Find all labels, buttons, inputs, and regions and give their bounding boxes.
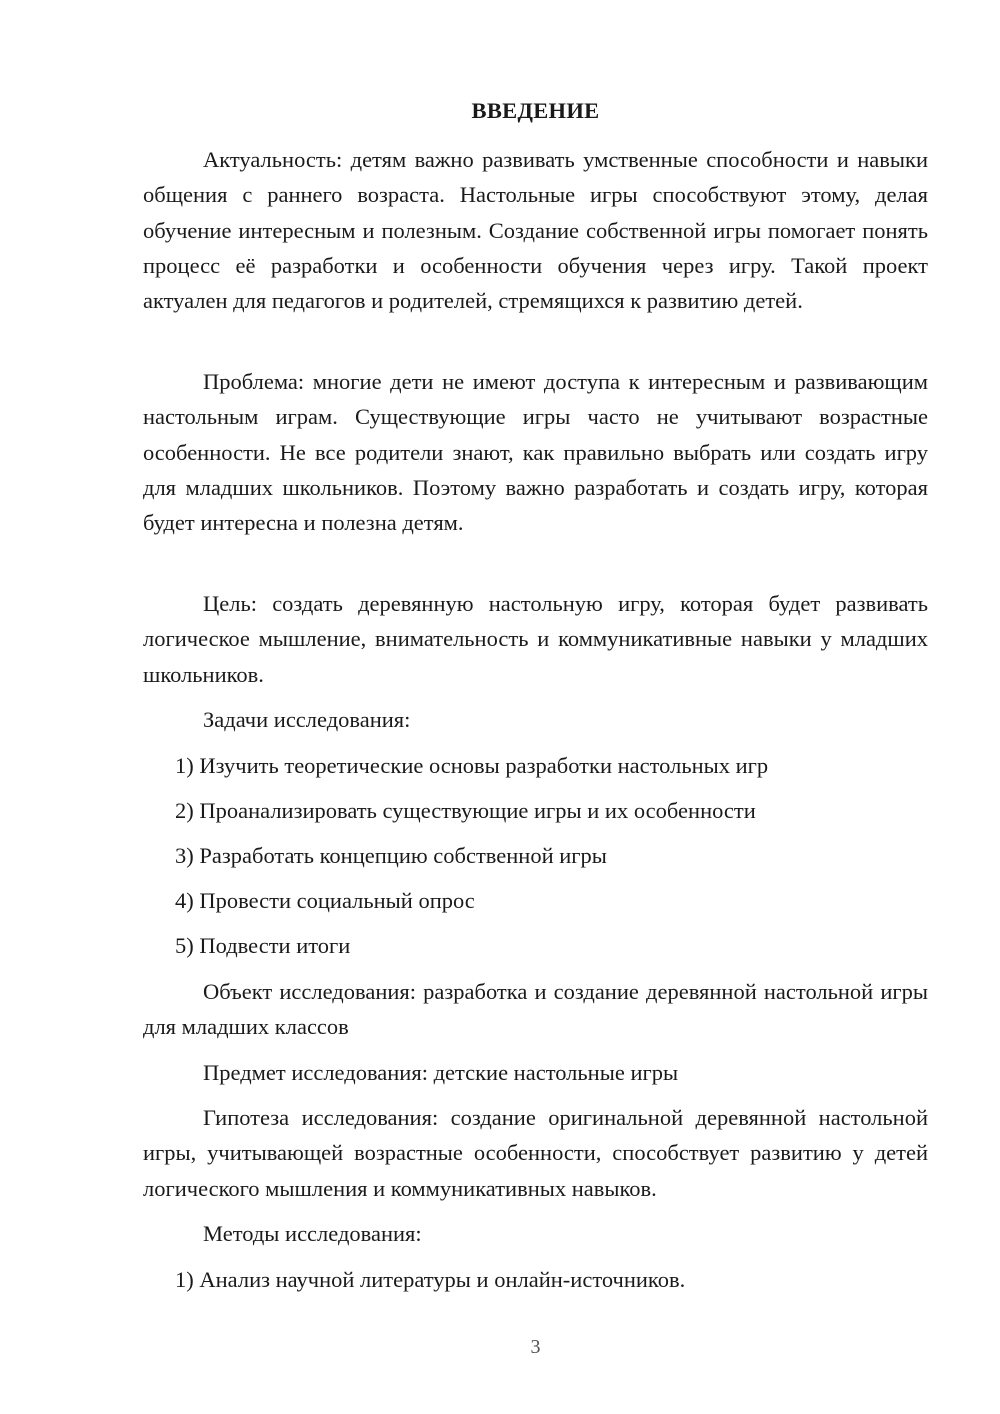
task-item: 3) Разработать концепцию собственной игры	[175, 843, 607, 868]
methods-heading: Методы исследования:	[203, 1221, 422, 1246]
task-item: 4) Провести социальный опрос	[175, 888, 475, 913]
hypothesis-paragraph: Гипотеза исследования: создание оригинальной деревянной настольной игры, учитывающей возрастные особенности, способствует развитию у детей логического мышления и коммуникативных навыков.	[143, 1105, 928, 1201]
page-number: 3	[530, 1336, 541, 1358]
object-paragraph: Объект исследования: разработка и создание деревянной настольной игры для младших классов	[143, 979, 928, 1040]
problem-paragraph: Проблема: многие дети не имеют доступа к интересным и развивающим настольным играм. Существующие игры часто не учитывают возрастные особенности. Не все родители знают, как правильно выбрать или создать игру для младших школьников. Поэтому важно разработать и создать игру, которая будет интересна и полезна детям.	[143, 369, 928, 536]
task-item: 1) Изучить теоретические основы разработки настольных игр	[175, 753, 769, 778]
goal-paragraph: Цель: создать деревянную настольную игру, которая будет развивать логическое мышление, внимательность и коммуникативные навыки у младших школьников.	[143, 591, 928, 687]
subject-paragraph: Предмет исследования: детские настольные игры	[203, 1060, 679, 1085]
method-item: 1) Анализ научной литературы и онлайн-источников.	[175, 1267, 686, 1292]
relevance-paragraph: Актуальность: детям важно развивать умственные способности и навыки общения с раннего возраста. Настольные игры способствуют этому, делая обучение интересным и полезным. Создание собственной игры помогает понять процесс её разработки и особенности обучения через игру. Такой проект актуален для педагогов и родителей, стремящихся к развитию детей.	[143, 147, 928, 314]
task-item: 5) Подвести итоги	[175, 933, 351, 958]
task-item: 2) Проанализировать существующие игры и их особенности	[175, 798, 756, 823]
page-title: ВВЕДЕНИЕ	[471, 98, 600, 123]
tasks-heading: Задачи исследования:	[203, 707, 411, 732]
